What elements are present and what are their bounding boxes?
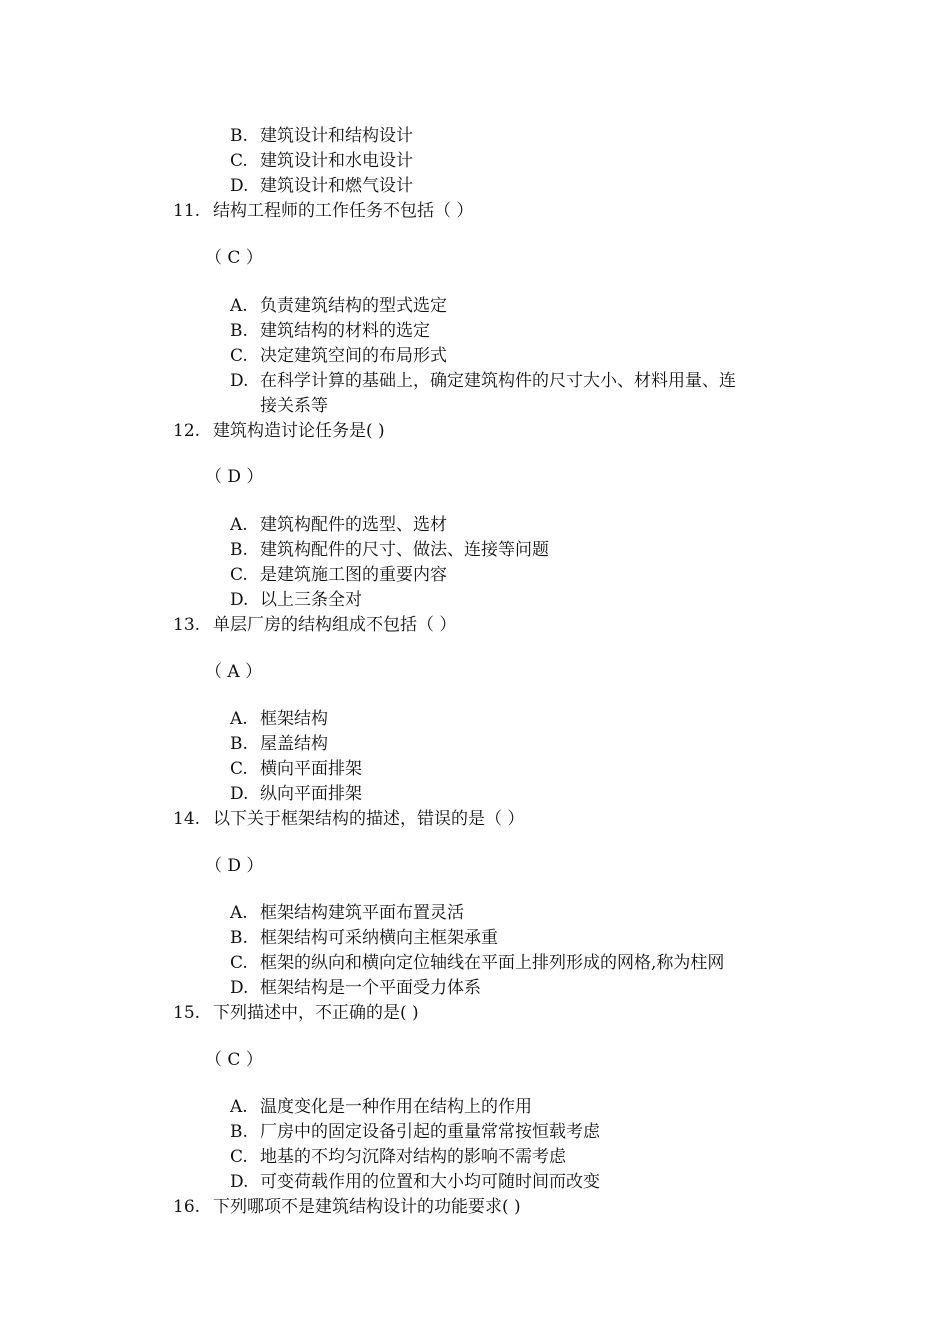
option-letter: A. (230, 1097, 248, 1117)
option-text: 框架结构可采纳横向主框架承重 (260, 928, 498, 948)
option-line (230, 588, 362, 613)
option-letter: D. (230, 1172, 249, 1192)
question-number: 11. (173, 201, 201, 221)
option-text: 建筑设计和结构设计 (260, 126, 413, 146)
option-letter: B. (230, 321, 248, 341)
option-line (230, 369, 736, 394)
option-line (230, 124, 413, 149)
option-line (230, 782, 362, 807)
option-line (230, 174, 413, 199)
question-number: 14. (173, 809, 201, 829)
option-text: 纵向平面排架 (260, 784, 362, 804)
option-text: 可变荷载作用的位置和大小均可随时间而改变 (260, 1172, 600, 1192)
option-text: 横向平面排架 (260, 759, 362, 779)
question-text: 下列哪项不是建筑结构设计的功能要求( ) (213, 1197, 521, 1217)
option-text: 屋盖结构 (260, 734, 328, 754)
option-line (230, 1120, 600, 1145)
option-text: 厂房中的固定设备引起的重量常常按恒载考虑 (260, 1122, 600, 1142)
answer-line: （ C ） (205, 1050, 263, 1070)
answer-line: （ C ） (205, 248, 263, 268)
option-letter: D. (230, 978, 249, 998)
question-line (173, 419, 385, 444)
answer-line: （ D ） (205, 467, 264, 487)
option-letter: B. (230, 540, 248, 560)
option-text: 框架结构建筑平面布置灵活 (260, 903, 464, 923)
question-number: 16. (173, 1197, 201, 1217)
option-continuation: 接关系等 (260, 396, 328, 416)
option-letter: B. (230, 126, 248, 146)
option-text: 建筑设计和燃气设计 (260, 176, 413, 196)
option-letter: B. (230, 734, 248, 754)
question-text: 建筑构造讨论任务是( ) (213, 421, 385, 441)
option-letter: B. (230, 1122, 248, 1142)
option-line (230, 294, 447, 319)
option-text: 框架的纵向和横向定位轴线在平面上排列形成的网格,称为柱网 (260, 953, 725, 973)
option-line (230, 757, 362, 782)
option-text: 建筑构配件的选型、选材 (260, 515, 447, 535)
option-line (230, 563, 447, 588)
option-line (230, 926, 498, 951)
option-letter: A. (230, 296, 248, 316)
option-text: 在科学计算的基础上，确定建筑构件的尺寸大小、材料用量、连 (260, 371, 736, 391)
option-letter: D. (230, 590, 249, 610)
option-letter: A. (230, 903, 248, 923)
option-line (230, 732, 328, 757)
option-letter: A. (230, 709, 248, 729)
question-line (173, 1195, 521, 1220)
option-text: 地基的不均匀沉降对结构的影响不需考虑 (260, 1147, 566, 1167)
option-text: 建筑设计和水电设计 (260, 151, 413, 171)
answer-line: （ D ） (205, 856, 264, 876)
question-text: 结构工程师的工作任务不包括（ ） (213, 201, 474, 221)
question-text: 下列描述中，不正确的是( ) (213, 1003, 419, 1023)
question-number: 13. (173, 615, 201, 635)
option-text: 建筑结构的材料的选定 (260, 321, 430, 341)
question-number: 12. (173, 421, 201, 441)
question-line (173, 807, 524, 832)
option-text: 建筑构配件的尺寸、做法、连接等问题 (260, 540, 549, 560)
option-line (230, 538, 549, 563)
option-line (230, 1145, 566, 1170)
option-letter: D. (230, 784, 249, 804)
option-line (230, 319, 430, 344)
question-text: 以下关于框架结构的描述，错误的是（ ） (213, 809, 525, 829)
question-line (173, 1001, 419, 1026)
option-line (230, 1170, 600, 1195)
option-line (230, 951, 724, 976)
option-letter: C. (230, 1147, 248, 1167)
option-letter: D. (230, 176, 249, 196)
option-text: 是建筑施工图的重要内容 (260, 565, 447, 585)
option-letter: C. (230, 565, 248, 585)
question-text: 单层厂房的结构组成不包括（ ） (213, 615, 457, 635)
option-letter: D. (230, 371, 249, 391)
option-line (230, 344, 447, 369)
option-line (230, 707, 328, 732)
question-number: 15. (173, 1003, 201, 1023)
option-text: 决定建筑空间的布局形式 (260, 346, 447, 366)
answer-line: （ A ） (205, 662, 263, 682)
option-letter: C. (230, 151, 248, 171)
option-line (230, 513, 447, 538)
question-line (173, 613, 456, 638)
option-letter: A. (230, 515, 248, 535)
option-line (230, 901, 464, 926)
option-line (230, 976, 481, 1001)
option-letter: C. (230, 346, 248, 366)
question-line (173, 199, 473, 224)
option-letter: C. (230, 759, 248, 779)
option-text: 温度变化是一种作用在结构上的作用 (260, 1097, 532, 1117)
option-letter: C. (230, 953, 248, 973)
option-text: 以上三条全对 (260, 590, 362, 610)
option-text: 负责建筑结构的型式选定 (260, 296, 447, 316)
option-line (230, 149, 413, 174)
option-text: 框架结构是一个平面受力体系 (260, 978, 481, 998)
option-letter: B. (230, 928, 248, 948)
option-line (230, 1095, 532, 1120)
option-text: 框架结构 (260, 709, 328, 729)
